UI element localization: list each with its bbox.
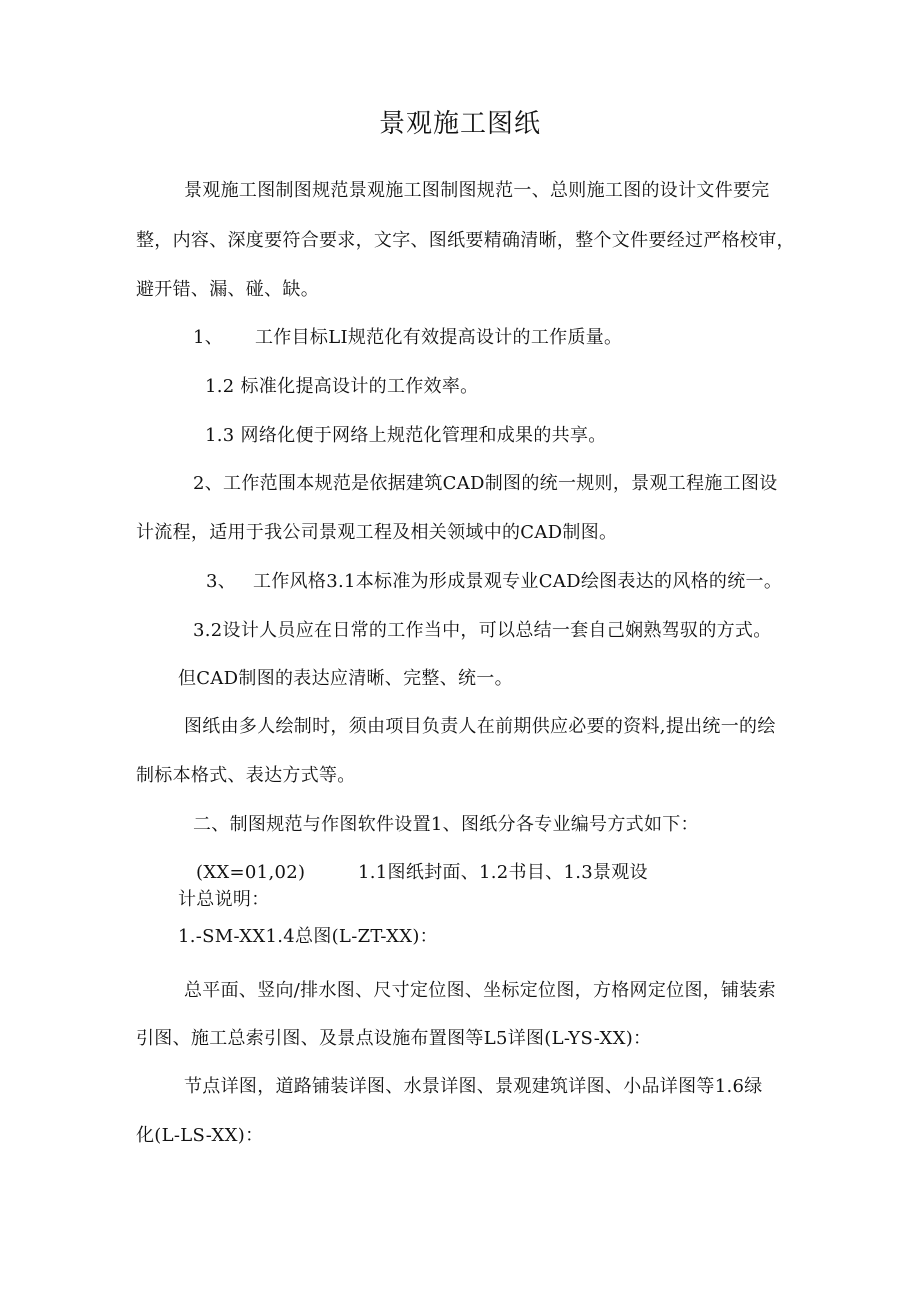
paragraph-scope-line-1: 2、工作范围本规范是依据建筑CAD制图的统一规则，景观工程施工图设 xyxy=(193,473,778,494)
code-items: 1.1图纸封面、1.2书目、1.3景观设 xyxy=(358,862,648,883)
code-range: (XX=01,02) xyxy=(196,862,306,883)
paragraph-general-line-1: 景观施工图制图规范景观施工图制图规范一、总则施工图的设计文件要完 xyxy=(184,180,770,201)
item-3-number: 3、 xyxy=(206,571,237,592)
paragraph-cad-expression: 但CAD制图的表达应清晰、完整、统一。 xyxy=(178,668,513,689)
item-3-2: 3.2设计人员应在日常的工作当中，可以总结一套自己娴熟驾驭的方式。 xyxy=(193,620,772,641)
code-sm-general-plan: 1.-SM-XX1.4总图(L-ZT-XX)： xyxy=(178,926,438,947)
paragraph-general-plan-line-1: 总平面、竖向/排水图、尺寸定位图、坐标定位图，方格网定位图，铺装索 xyxy=(184,980,776,1001)
paragraph-general-line-2: 整，内容、深度要符合要求，文字、图纸要精确清晰，整个文件要经过严格校审， xyxy=(136,230,795,251)
paragraph-multi-author-line-1: 图纸由多人绘制时，须由项目负责人在前期供应必要的资料,提出统一的绘 xyxy=(184,716,776,737)
item-1-3: 1.3 网络化便于网络上规范化管理和成果的共享。 xyxy=(205,425,607,446)
item-1-2: 1.2 标准化提高设计的工作效率。 xyxy=(205,376,479,397)
item-3-text: 工作风格3.1本标准为形成景观专业CAD绘图表达的风格的统一。 xyxy=(253,571,783,592)
page-title: 景观施工图纸 xyxy=(378,109,541,139)
paragraph-general-plan-line-2: 引图、施工总索引图、及景点设施布置图等L5详图(L-YS-XX)： xyxy=(136,1028,652,1049)
paragraph-general-line-3: 避开错、漏、碰、缺。 xyxy=(136,279,319,300)
item-1-text: 工作目标LI规范化有效提高设计的工作质量。 xyxy=(255,327,623,348)
paragraph-scope-line-2: 计流程，适用于我公司景观工程及相关领域中的CAD制图。 xyxy=(136,522,618,543)
paragraph-detail-line-1: 节点详图，道路铺装详图、水景详图、景观建筑详图、小品详图等1.6绿 xyxy=(184,1076,763,1097)
paragraph-multi-author-line-2: 制标本格式、表达方式等。 xyxy=(136,765,356,786)
section-2-heading: 二、制图规范与作图软件设置1、图纸分各专业编号方式如下： xyxy=(193,814,699,835)
code-items-continued: 计总说明： xyxy=(178,889,270,910)
item-1-number: 1、 xyxy=(193,327,224,348)
paragraph-detail-line-2: 化(L-LS-XX)： xyxy=(136,1125,264,1146)
